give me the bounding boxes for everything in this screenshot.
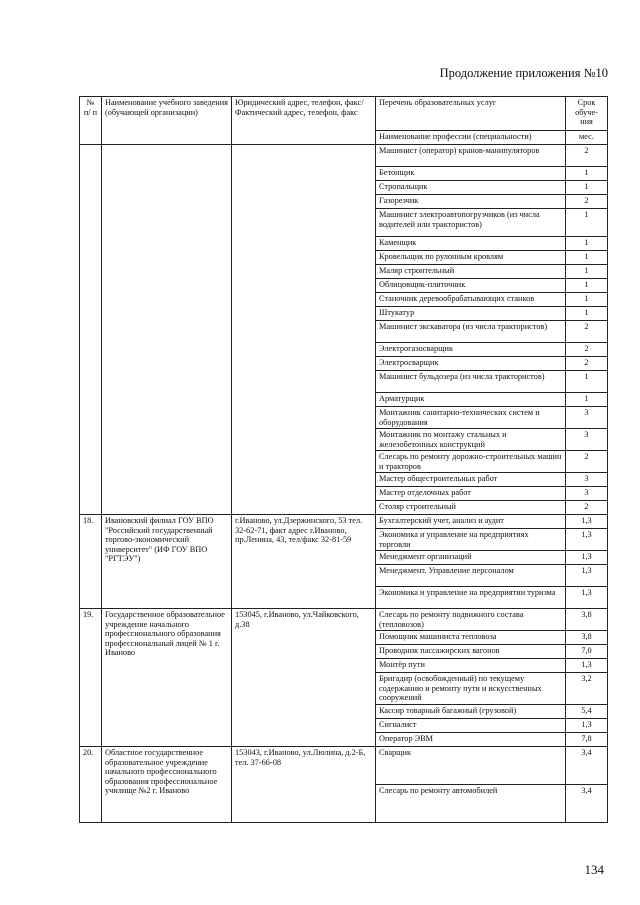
profession-name: Штукатур: [376, 307, 566, 321]
header-term: Срок обуче- ния: [566, 97, 608, 131]
profession-name: Кассир товарный багажный (грузовой): [376, 705, 566, 719]
profession-name: Стропальщик: [376, 181, 566, 195]
page-header: Продолжение приложения №10: [439, 66, 608, 80]
institution-number: 20.: [80, 747, 102, 823]
study-term: 1: [566, 393, 608, 407]
profession-name: Бригадир (освобожденный) по текущему содержанию и ремонту пути и искусственных сооружений: [376, 673, 566, 705]
profession-name: Слесарь по ремонту подвижного состава (тепловозов): [376, 609, 566, 631]
study-term: 3,4: [566, 747, 608, 785]
study-term: 1,3: [566, 551, 608, 565]
profession-name: Сигналист: [376, 719, 566, 733]
study-term: 7,8: [566, 733, 608, 747]
study-term: 1,3: [566, 587, 608, 609]
profession-name: Электросварщик: [376, 357, 566, 371]
institution-name: [102, 145, 232, 515]
profession-name: Менеджмент организаций: [376, 551, 566, 565]
table-row: [80, 515, 608, 529]
profession-name: Машинист (оператор) кранов-манипуляторов: [376, 145, 566, 167]
study-term: 3,8: [566, 609, 608, 631]
header-services: Перечень образовательных услуг: [376, 97, 566, 131]
profession-name: Помощник машиниста тепловоза: [376, 631, 566, 645]
study-term: 7,0: [566, 645, 608, 659]
study-term: 3,8: [566, 631, 608, 645]
profession-name: Сварщик: [376, 747, 566, 785]
profession-name: Мастер общестроительных работ: [376, 473, 566, 487]
study-term: 1: [566, 181, 608, 195]
profession-name: Менеджмент. Управление персоналом: [376, 565, 566, 587]
table-row: [80, 609, 608, 631]
institution-address: 153045, г.Иваново, ул.Чайковского, д.38: [232, 609, 376, 747]
profession-name: Проводник пассажирских вагонов: [376, 645, 566, 659]
study-term: 1: [566, 265, 608, 279]
study-term: 1: [566, 237, 608, 251]
study-term: 2: [566, 321, 608, 343]
profession-name: Оператор ЭВМ: [376, 733, 566, 747]
study-term: 1: [566, 167, 608, 181]
study-term: 2: [566, 145, 608, 167]
profession-name: Станочник деревообрабатывающих станков: [376, 293, 566, 307]
profession-name: Слесарь по ремонту автомобилей: [376, 785, 566, 823]
profession-name: Маляр строительный: [376, 265, 566, 279]
profession-name: Кровельщик по рулонным кровлям: [376, 251, 566, 265]
study-term: 1: [566, 279, 608, 293]
study-term: 3: [566, 429, 608, 451]
institution-address: г.Иваново, ул.Дзержинского, 53 тел. 32-62-71, факт адрес г.Иваново, пр.Ленина, 43, тел/факс 32-81-59: [232, 515, 376, 609]
study-term: 3: [566, 407, 608, 429]
header-name: Наименование учебного заведения (обучающей организации): [102, 97, 232, 145]
study-term: 3: [566, 473, 608, 487]
institution-address: [232, 145, 376, 515]
study-term: 1: [566, 251, 608, 265]
profession-name: Бетонщик: [376, 167, 566, 181]
profession-name: Машинист электроавтопогрузчиков (из числа водителей или трактористов): [376, 209, 566, 237]
profession-name: Монтажник санитарно-технических систем и оборудования: [376, 407, 566, 429]
study-term: 3: [566, 487, 608, 501]
study-term: 2: [566, 451, 608, 473]
study-term: 2: [566, 357, 608, 371]
institution-number: 18.: [80, 515, 102, 609]
study-term: 1,3: [566, 529, 608, 551]
page-number: 134: [584, 862, 604, 877]
study-term: 2: [566, 501, 608, 515]
profession-name: Электрогазосварщик: [376, 343, 566, 357]
profession-name: Столяр строительный: [376, 501, 566, 515]
study-term: 1,3: [566, 515, 608, 529]
profession-name: Монтажник по монтажу стальных и железобетонных конструкций: [376, 429, 566, 451]
institution-number: 19.: [80, 609, 102, 747]
profession-name: Экономика и управление на предприятии туризма: [376, 587, 566, 609]
study-term: 1: [566, 293, 608, 307]
study-term: 1,3: [566, 565, 608, 587]
profession-name: Экономика и управление на предприятиях торговли: [376, 529, 566, 551]
study-term: 5,4: [566, 705, 608, 719]
profession-name: Облицовщик-плиточник: [376, 279, 566, 293]
profession-name: Каменщик: [376, 237, 566, 251]
study-term: 1: [566, 209, 608, 237]
header-address: Юридический адрес, телефон, факс/ Фактический адрес, телефон, факс: [232, 97, 376, 145]
study-term: 2: [566, 343, 608, 357]
profession-name: Слесарь по ремонту дорожно-строительных машин и тракторов: [376, 451, 566, 473]
study-term: 1,3: [566, 719, 608, 733]
profession-name: Машинист экскаватора (из числа трактористов): [376, 321, 566, 343]
header-months: мес.: [566, 131, 608, 145]
institutions-table: [79, 96, 608, 823]
profession-name: Арматурщик: [376, 393, 566, 407]
table-row: [80, 145, 608, 167]
study-term: 1: [566, 307, 608, 321]
header-num: № п/ п: [80, 97, 102, 145]
institution-address: 153043, г.Иваново, ул.Люлина, д.2-Б, тел. 37-66-08: [232, 747, 376, 823]
profession-name: Машинист бульдозера (из числа трактористов): [376, 371, 566, 393]
table-row: [80, 747, 608, 785]
study-term: 1: [566, 371, 608, 393]
study-term: 1,3: [566, 659, 608, 673]
institution-number: [80, 145, 102, 515]
study-term: 3,4: [566, 785, 608, 823]
profession-name: Бухгалтерский учет, анализ и аудит: [376, 515, 566, 529]
profession-name: Мастер отделочных работ: [376, 487, 566, 501]
table-header-row: [80, 97, 608, 131]
study-term: 2: [566, 195, 608, 209]
study-term: 3,2: [566, 673, 608, 705]
profession-name: Монтёр пути: [376, 659, 566, 673]
institution-name: Ивановский филиал ГОУ ВПО "Российский государственный торгово-экономический университет" (ИФ ГОУ ВПО "РГТЭУ"): [102, 515, 232, 609]
institution-name: Государственное образовательное учреждение начального профессионального образования профессиональный лицей № 1 г. Иваново: [102, 609, 232, 747]
header-profession: Наименование профессии (специальности): [376, 131, 566, 145]
profession-name: Газорезчик: [376, 195, 566, 209]
institution-name: Областное государственное образовательное учреждение начального профессионального образования профессиональное училище №2 г. Иваново: [102, 747, 232, 823]
